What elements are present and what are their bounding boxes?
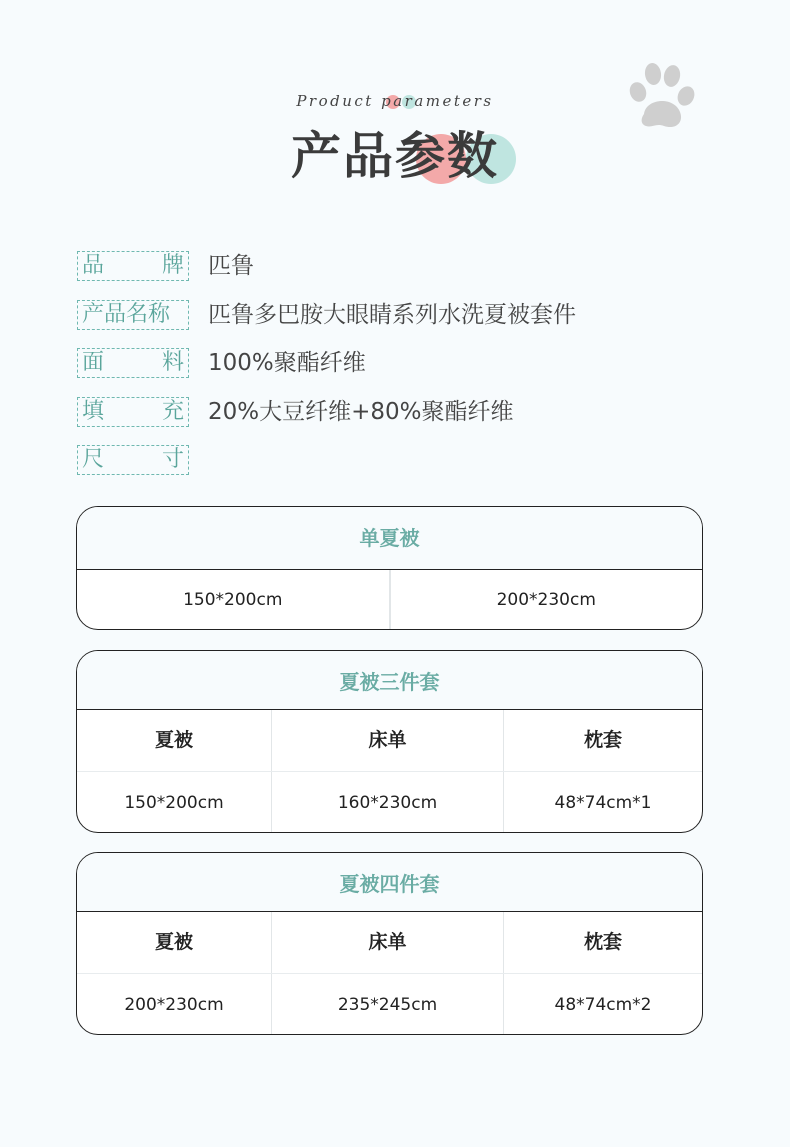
param-label: 尺 寸 bbox=[77, 445, 189, 475]
param-row-product-name bbox=[77, 300, 637, 332]
column-header: 枕套 bbox=[583, 931, 622, 953]
table-title: 夏被三件套 bbox=[77, 651, 702, 710]
table-cell: 235*245cm bbox=[272, 974, 504, 1034]
page-subtitle: Product parameters bbox=[296, 92, 494, 110]
table-title: 单夏被 bbox=[77, 507, 702, 570]
table-header-row bbox=[77, 912, 702, 973]
param-value: 20%大豆纤维+80%聚酯纤维 bbox=[208, 399, 514, 425]
param-label: 产品名称 bbox=[77, 300, 189, 330]
table-cell: 160*230cm bbox=[272, 772, 504, 832]
param-label: 填 充 bbox=[77, 397, 189, 427]
table-row bbox=[77, 570, 702, 630]
table-title: 夏被四件套 bbox=[77, 853, 702, 912]
table-cell: 200*230cm bbox=[390, 570, 703, 630]
param-label: 面 料 bbox=[77, 348, 189, 378]
column-header: 夏被 bbox=[77, 710, 272, 771]
column-header: 夏被 bbox=[77, 912, 272, 973]
param-value: 匹鲁多巴胺大眼睛系列水洗夏被套件 bbox=[208, 302, 576, 328]
param-value: 匹鲁 bbox=[208, 253, 254, 279]
size-table-four-piece bbox=[76, 852, 703, 1035]
column-header: 枕套 bbox=[583, 729, 622, 751]
size-table-three-piece bbox=[76, 650, 703, 833]
param-row-size bbox=[77, 445, 637, 477]
table-cell: 48*74cm*2 bbox=[554, 995, 652, 1015]
param-label: 品 牌 bbox=[77, 251, 189, 281]
size-table-single bbox=[76, 506, 703, 630]
table-cell: 150*200cm bbox=[77, 570, 390, 630]
column-header: 床单 bbox=[272, 710, 504, 771]
param-row-fabric bbox=[77, 348, 637, 380]
table-row bbox=[77, 771, 702, 832]
param-value: 100%聚酯纤维 bbox=[208, 350, 366, 376]
table-cell: 48*74cm*1 bbox=[554, 793, 652, 813]
column-header: 床单 bbox=[272, 912, 504, 973]
table-header-row bbox=[77, 710, 702, 771]
title-block bbox=[0, 124, 790, 188]
page-title: 产品参数 bbox=[291, 127, 499, 185]
param-row-filling bbox=[77, 397, 637, 429]
table-cell: 150*200cm bbox=[77, 772, 272, 832]
table-row bbox=[77, 973, 702, 1034]
table-cell: 200*230cm bbox=[77, 974, 272, 1034]
param-row-brand bbox=[77, 251, 637, 283]
